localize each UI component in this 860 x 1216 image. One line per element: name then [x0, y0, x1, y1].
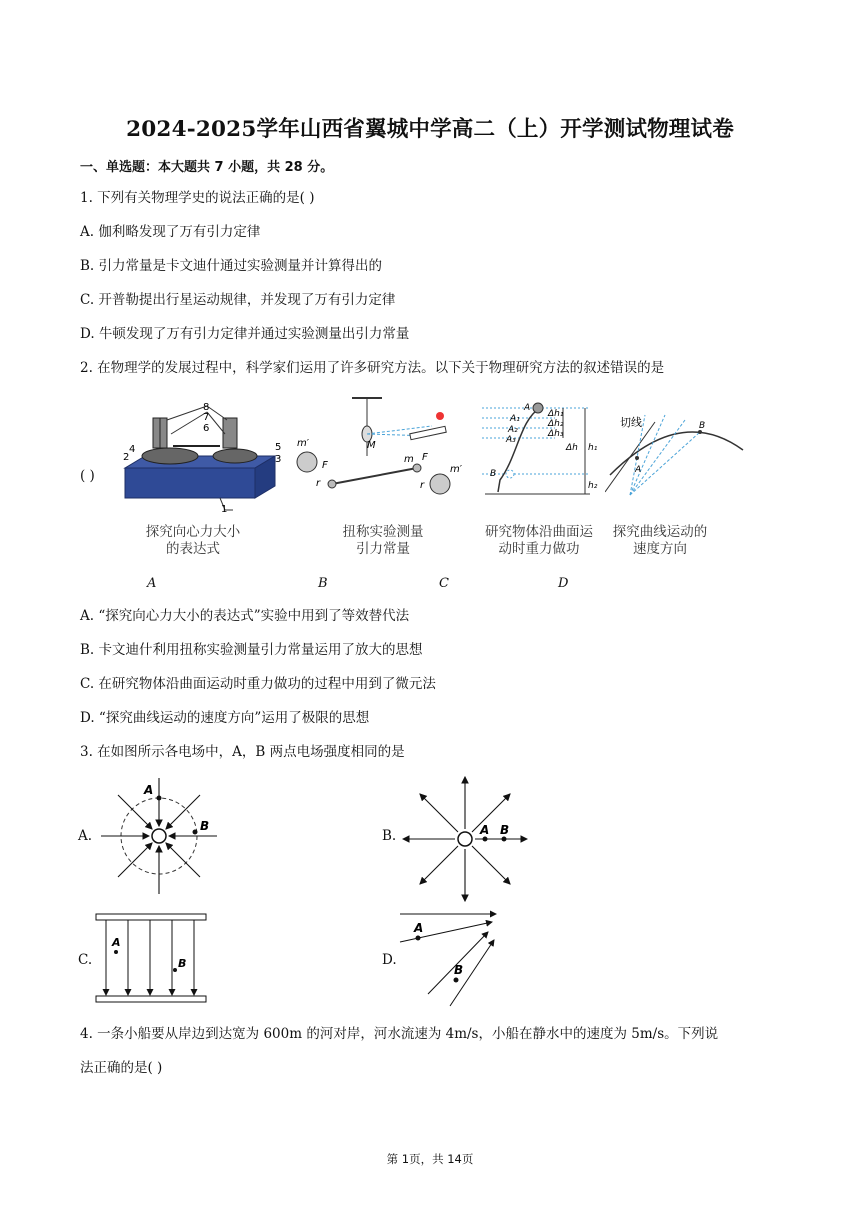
q1-option-b: B. 引力常量是卡文迪什通过实验测量并计算得出的	[80, 258, 383, 274]
fig-num-2: 2	[123, 452, 130, 463]
q4-stem-line2: 法正确的是( )	[80, 1060, 163, 1076]
fig-label-r-left: r	[316, 478, 321, 489]
curve-label-dh3: Δh₃	[548, 429, 564, 439]
fig-a-caption-line2: 的表达式	[166, 541, 220, 557]
fig-label-M: M	[367, 440, 376, 451]
fig-letter-a: A	[147, 576, 157, 591]
field-c-point-A: A	[112, 936, 121, 949]
fig-num-8: 8	[203, 402, 210, 413]
curve-label-dh2: Δh₂	[548, 419, 564, 429]
tangent-point-A: A	[635, 465, 642, 475]
fig-label-r-right: r	[420, 480, 425, 491]
field-d-diagram	[398, 908, 500, 1008]
field-d-point-A: A	[414, 921, 424, 935]
field-a-diagram	[96, 776, 222, 902]
fig-letter-b: B	[318, 576, 328, 591]
fig-b-caption-line2: 引力常量	[356, 541, 410, 557]
fig-b-caption-line1: 扭称实验测量	[342, 524, 424, 540]
curve-label-A2: A₂	[508, 425, 518, 435]
q2-option-c: C. 在研究物体沿曲面运动时重力做功的过程中用到了微元法	[80, 676, 436, 692]
curve-label-A: A	[524, 403, 531, 413]
fig-c-caption-line1: 研究物体沿曲面运	[485, 524, 593, 540]
fig-label-F-left: F	[322, 460, 328, 471]
field-c-diagram	[94, 912, 210, 1006]
fig-label-m-prime-left: m′	[297, 438, 310, 449]
fig-num-3: 3	[275, 454, 282, 465]
curve-label-h1: h₁	[588, 443, 598, 453]
fig-num-5: 5	[275, 442, 282, 453]
fig-num-1: 1	[221, 504, 228, 515]
q3-stem: 3. 在如图所示各电场中，A，B 两点电场强度相同的是	[80, 744, 405, 760]
field-c-point-B: B	[178, 957, 187, 970]
fig-letter-c: C	[439, 576, 449, 591]
curve-label-A1: A₁	[510, 414, 520, 424]
field-b-point-A: A	[480, 823, 490, 837]
section-heading: 一、单选题：本大题共 7 小题，共 28 分。	[80, 160, 334, 175]
q3-option-c-label: C.	[78, 952, 93, 968]
curve-label-dh1: Δh₁	[548, 409, 564, 419]
q2-stem: 2. 在物理学的发展过程中，科学家们运用了许多研究方法。以下关于物理研究方法的叙述错误的是	[80, 360, 665, 376]
q2-option-a: A. “探究向心力大小的表达式”实验中用到了等效替代法	[80, 608, 410, 624]
field-d-point-B: B	[454, 963, 464, 977]
curve-label-A3: A₃	[506, 435, 516, 445]
q1-option-d: D. 牛顿发现了万有引力定律并通过实验测量出引力常量	[80, 326, 410, 342]
page-title: 2024-2025学年山西省翼城中学高二（上）开学测试物理试卷	[126, 117, 734, 142]
fig-c-caption-line2: 动时重力做功	[498, 541, 580, 557]
q1-option-c: C. 开普勒提出行星运动规律，并发现了万有引力定律	[80, 292, 396, 308]
page-footer: 第 1页，共 14页	[386, 1152, 474, 1166]
fig-a-caption-line1: 探究向心力大小	[145, 524, 241, 540]
q1-option-a: A. 伽利略发现了万有引力定律	[80, 224, 261, 240]
curve-label-B: B	[490, 469, 497, 479]
fig-letter-d: D	[558, 576, 569, 591]
field-a-point-B: B	[200, 819, 210, 833]
field-a-point-A: A	[144, 783, 154, 797]
curve-label-h2: h₂	[588, 481, 598, 491]
fig-label-F-right: F	[422, 452, 428, 463]
q1-stem: 1. 下列有关物理学史的说法正确的是( )	[80, 190, 315, 206]
field-b-diagram	[400, 774, 530, 904]
fig-label-m: m	[404, 454, 414, 465]
q4-stem-line1: 4. 一条小船要从岸边到达宽为 600m 的河对岸，河水流速为 4m/s，小船在静水中的速度为 5m/s。下列说	[80, 1026, 719, 1042]
centripetal-apparatus-figure	[115, 398, 285, 518]
fig-d-caption-line1: 探究曲线运动的	[612, 524, 708, 540]
q2-option-d: D. “探究曲线运动的速度方向”运用了极限的思想	[80, 710, 370, 726]
torsion-balance-figure	[292, 396, 467, 506]
tangent-point-B: B	[699, 421, 706, 431]
field-b-point-B: B	[500, 823, 510, 837]
fig-num-6: 6	[203, 423, 210, 434]
q3-option-b-label: B.	[382, 828, 397, 844]
fig-num-4: 4	[129, 444, 136, 455]
q2-option-b: B. 卡文迪什利用扭称实验测量引力常量运用了放大的思想	[80, 642, 423, 658]
curved-surface-figure	[480, 400, 605, 502]
q2-paren: ( )	[80, 468, 95, 484]
q3-option-a-label: A.	[78, 828, 93, 844]
fig-d-caption-line2: 速度方向	[633, 541, 687, 557]
tangent-figure	[605, 410, 745, 500]
curve-label-dh: Δh	[566, 443, 578, 453]
fig-num-7: 7	[203, 412, 210, 423]
q3-option-d-label: D.	[382, 952, 397, 968]
fig-label-m-prime-right: m′	[450, 464, 463, 475]
tangent-label: 切线	[620, 416, 642, 429]
